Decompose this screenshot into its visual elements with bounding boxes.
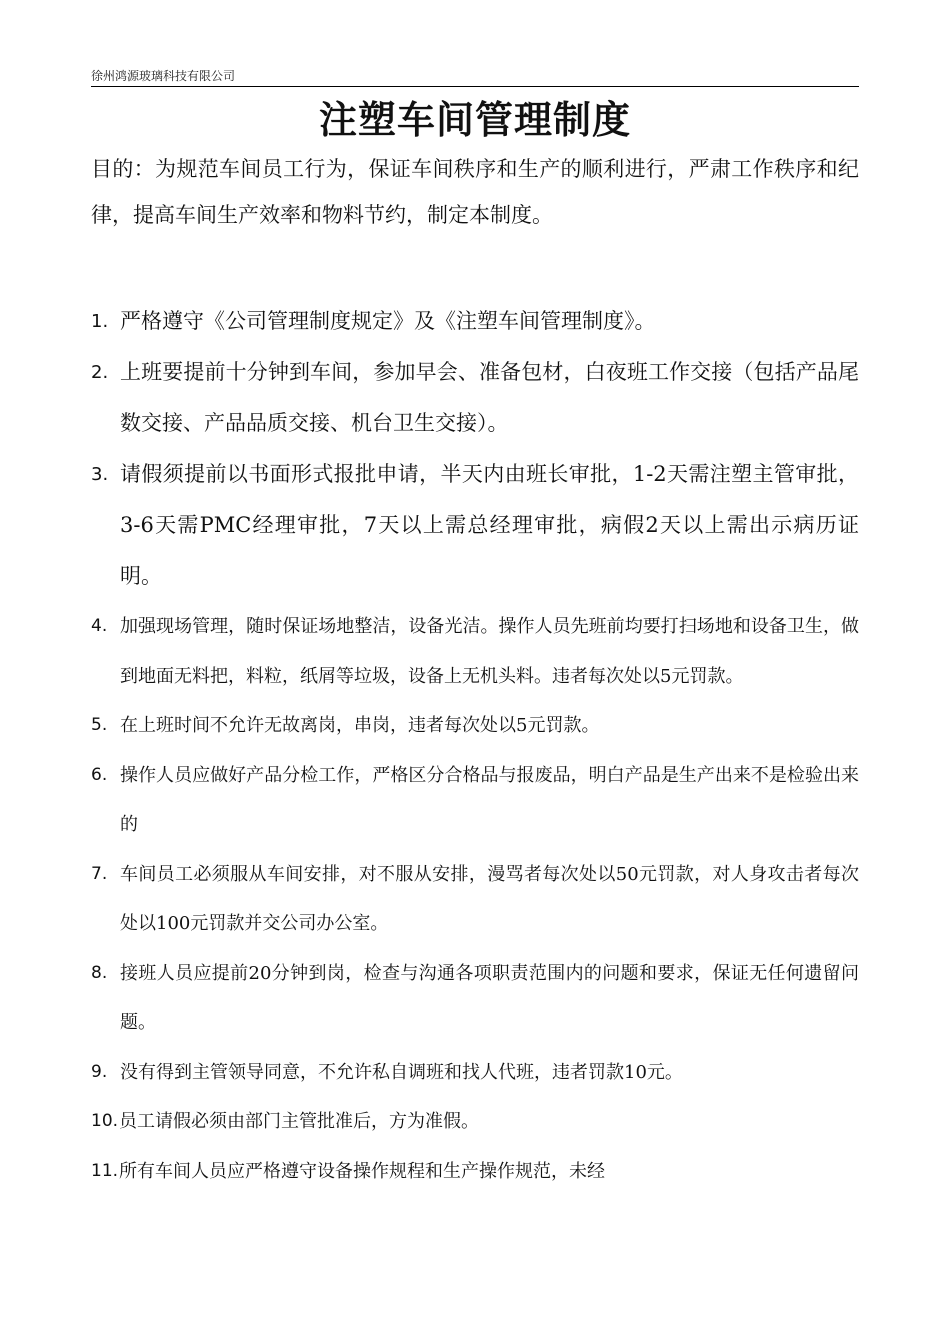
rule-number: 6. (91, 764, 108, 785)
rule-number: 3. (91, 464, 109, 485)
rule-text: 所有车间人员应严格遵守设备操作规程和生产操作规范，未经 (119, 1160, 605, 1182)
page-header (91, 66, 859, 87)
rule-text: 接班人员应提前20分钟到岗，检查与沟通各项职责范围内的问题和要求，保证无任何遗留问题。 (120, 962, 859, 1033)
rule-item (91, 701, 859, 751)
rule-number: 5. (91, 715, 108, 735)
rule-number: 10. (91, 1111, 119, 1131)
company-name: 徐州鸿源玻璃科技有限公司 (91, 69, 236, 83)
purpose-paragraph: 目的：为规范车间员工行为，保证车间秩序和生产的顺利进行，严肃工作秩序和纪律，提高车间生产效率和物料节约，制定本制度。 (91, 157, 859, 227)
rule-text: 严格遵守《公司管理制度规定》及《注塑车间管理制度》。 (120, 309, 656, 333)
rule-text: 请假须提前以书面形式报批申请，半天内由班长审批，1-2天需注塑主管审批，3-6天需PMC经理审批，7天以上需总经理审批，病假2天以上需出示病历证明。 (120, 462, 859, 588)
document-title: 注塑车间管理制度 (318, 97, 631, 142)
rule-number: 8. (91, 962, 108, 983)
rules-list (91, 296, 859, 1196)
rule-number: 4. (91, 616, 108, 636)
rule-item (91, 949, 859, 1048)
rule-number: 7. (91, 863, 108, 884)
rule-number: 9. (91, 1061, 108, 1082)
rule-item (91, 296, 859, 347)
rule-item (91, 347, 859, 449)
rule-item (91, 850, 859, 949)
rule-text: 操作人员应做好产品分检工作，严格区分合格品与报废品，明白产品是生产出来不是检验出来的 (120, 764, 859, 835)
rule-number: 11. (91, 1160, 119, 1181)
rule-item (91, 1048, 859, 1098)
rule-item (91, 1147, 859, 1197)
rule-item (91, 751, 859, 850)
rule-text: 上班要提前十分钟到车间，参加早会、准备包材，白夜班工作交接（包括产品尾数交接、产品品质交接、机台卫生交接）。 (120, 360, 859, 435)
rule-number: 1. (91, 311, 109, 332)
rule-text: 车间员工必须服从车间安排，对不服从安排，漫骂者每次处以50元罚款，对人身攻击者每次处以100元罚款并交公司办公室。 (120, 863, 859, 934)
rule-text: 员工请假必须由部门主管批准后，方为准假。 (119, 1111, 479, 1132)
rule-text: 加强现场管理，随时保证场地整洁，设备光洁。操作人员先班前均要打扫场地和设备卫生，做到地面无料把，料粒，纸屑等垃圾，设备上无机头料。违者每次处以5元罚款。 (120, 616, 859, 687)
rule-item (91, 449, 859, 602)
rule-number: 2. (91, 362, 109, 383)
rule-text: 在上班时间不允许无故离岗，串岗，违者每次处以5元罚款。 (120, 715, 600, 736)
rule-item (91, 1097, 859, 1147)
rule-item (91, 602, 859, 701)
rule-text: 没有得到主管领导同意，不允许私自调班和找人代班，违者罚款10元。 (120, 1061, 683, 1083)
